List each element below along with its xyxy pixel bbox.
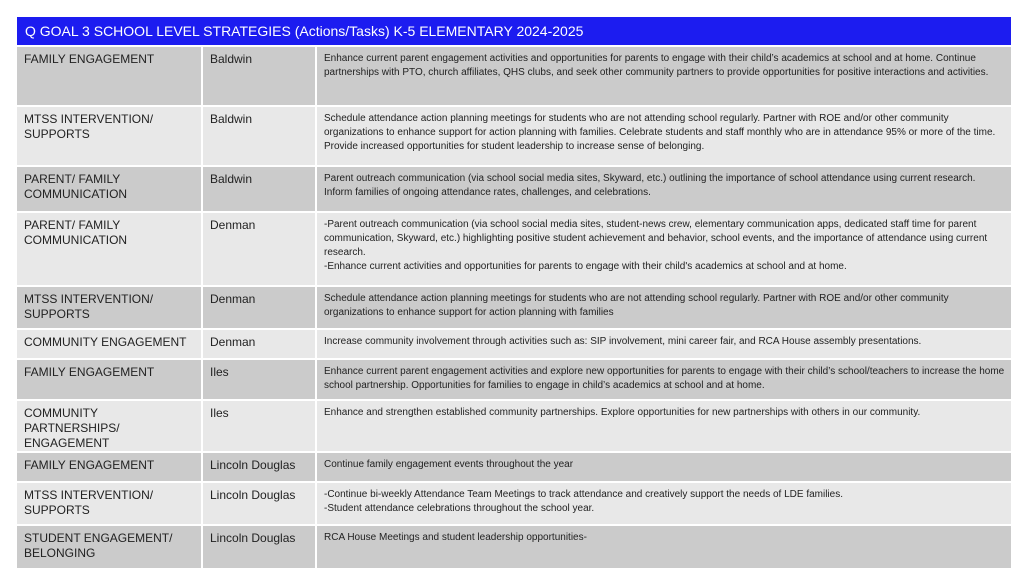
strategy-text: Enhance and strengthen established community partnerships. Explore opportunities for new partnerships with others in our community. xyxy=(324,407,921,418)
table-row xyxy=(17,359,1011,400)
table-row xyxy=(17,212,1011,286)
school-cell: Baldwin xyxy=(202,166,316,212)
focus-area-cell: PARENT/ FAMILY COMMUNICATION xyxy=(17,166,202,212)
school-cell: Denman xyxy=(202,329,316,359)
table-row xyxy=(17,46,1011,106)
focus-area-cell: MTSS INTERVENTION/ SUPPORTS xyxy=(17,482,202,525)
strategy-cell xyxy=(316,166,1011,212)
strategy-cell xyxy=(316,46,1011,106)
strategy-cell xyxy=(316,329,1011,359)
table-row xyxy=(17,166,1011,212)
school-cell: Baldwin xyxy=(202,46,316,106)
school-cell: Baldwin xyxy=(202,106,316,166)
focus-area-cell: STUDENT ENGAGEMENT/ BELONGING xyxy=(17,525,202,568)
strategy-cell xyxy=(316,359,1011,400)
strategy-text: -Enhance current activities and opportunities for parents to engage with their child's academics at school and at home. xyxy=(324,261,847,272)
focus-area-cell: FAMILY ENGAGEMENT xyxy=(17,452,202,482)
school-cell: Lincoln Douglas xyxy=(202,482,316,525)
strategy-cell xyxy=(316,452,1011,482)
strategy-cell xyxy=(316,400,1011,452)
strategy-cell xyxy=(316,286,1011,329)
school-cell: Lincoln Douglas xyxy=(202,452,316,482)
table-row xyxy=(17,482,1011,525)
table-row xyxy=(17,106,1011,166)
strategy-text: RCA House Meetings and student leadership opportunities- xyxy=(324,532,587,543)
focus-area-cell: COMMUNITY PARTNERSHIPS/ ENGAGEMENT xyxy=(17,400,202,452)
school-cell: Lincoln Douglas xyxy=(202,525,316,568)
strategy-cell xyxy=(316,482,1011,525)
strategy-text: Continue family engagement events throughout the year xyxy=(324,459,574,470)
strategy-cell xyxy=(316,212,1011,286)
strategy-text: Parent outreach communication (via school social media sites, Skyward, etc.) outlining the importance of school attendance using current research. Inform families of ongoing attendance rates, challenges, and celebrations. xyxy=(324,173,976,198)
school-cell: Iles xyxy=(202,359,316,400)
focus-area-cell: MTSS INTERVENTION/ SUPPORTS xyxy=(17,286,202,329)
table-row xyxy=(17,452,1011,482)
focus-area-cell: FAMILY ENGAGEMENT xyxy=(17,46,202,106)
table-row xyxy=(17,329,1011,359)
focus-area-cell: FAMILY ENGAGEMENT xyxy=(17,359,202,400)
strategy-cell xyxy=(316,106,1011,166)
school-cell: Iles xyxy=(202,400,316,452)
table-row xyxy=(17,400,1011,452)
strategy-text: -Parent outreach communication (via school social media sites, student-news crew, elementary communication apps, dedicated staff time for parent communication, Skyward, etc.) highlighting positive student achievement and behavior, school events, and the importance of attendance using current research. xyxy=(324,219,988,258)
school-cell: Denman xyxy=(202,286,316,329)
strategy-text: Schedule attendance action planning meetings for students who are not attending school regularly. Partner with ROE and/or other community organizations to enhance support for action planning with families xyxy=(324,293,949,318)
slide xyxy=(17,17,1011,568)
strategies-table xyxy=(17,45,1011,568)
strategy-text: Schedule attendance action planning meetings for students who are not attending school regularly. Partner with ROE and/or other community organizations to enhance support for action planning with families. Celebrate students and staff monthly who are in attendance 95% or more of the time. Provide increased opportunities for student leadership to increase sense of belonging. xyxy=(324,113,996,152)
strategy-text: Increase community involvement through activities such as: SIP involvement, mini career fair, and RCA House assembly presentations. xyxy=(324,336,922,347)
strategy-text: -Student attendance celebrations throughout the school year. xyxy=(324,503,595,514)
focus-area-cell: PARENT/ FAMILY COMMUNICATION xyxy=(17,212,202,286)
table-row xyxy=(17,286,1011,329)
slide-title: Q GOAL 3 SCHOOL LEVEL STRATEGIES (Actions/Tasks) K-5 ELEMENTARY 2024-2025 xyxy=(17,17,1011,45)
table-row xyxy=(17,525,1011,568)
strategy-text: Enhance current parent engagement activities and opportunities for parents to engage with their child’s academics at school and at home. Continue partnerships with PTO, church affiliates, QHS clubs, and seek other community partners to provide opportunities for positive interactions and activities. xyxy=(324,53,989,78)
strategy-text: Enhance current parent engagement activities and explore new opportunities for parents to engage with their child’s school/teachers to increase the home school partnership. Opportunities for families to engage in child’s academics at school and at home. xyxy=(324,366,1005,391)
strategy-cell xyxy=(316,525,1011,568)
school-cell: Denman xyxy=(202,212,316,286)
focus-area-cell: COMMUNITY ENGAGEMENT xyxy=(17,329,202,359)
strategy-text: -Continue bi-weekly Attendance Team Meetings to track attendance and creatively support the needs of LDE families. xyxy=(324,489,843,500)
focus-area-cell: MTSS INTERVENTION/ SUPPORTS xyxy=(17,106,202,166)
